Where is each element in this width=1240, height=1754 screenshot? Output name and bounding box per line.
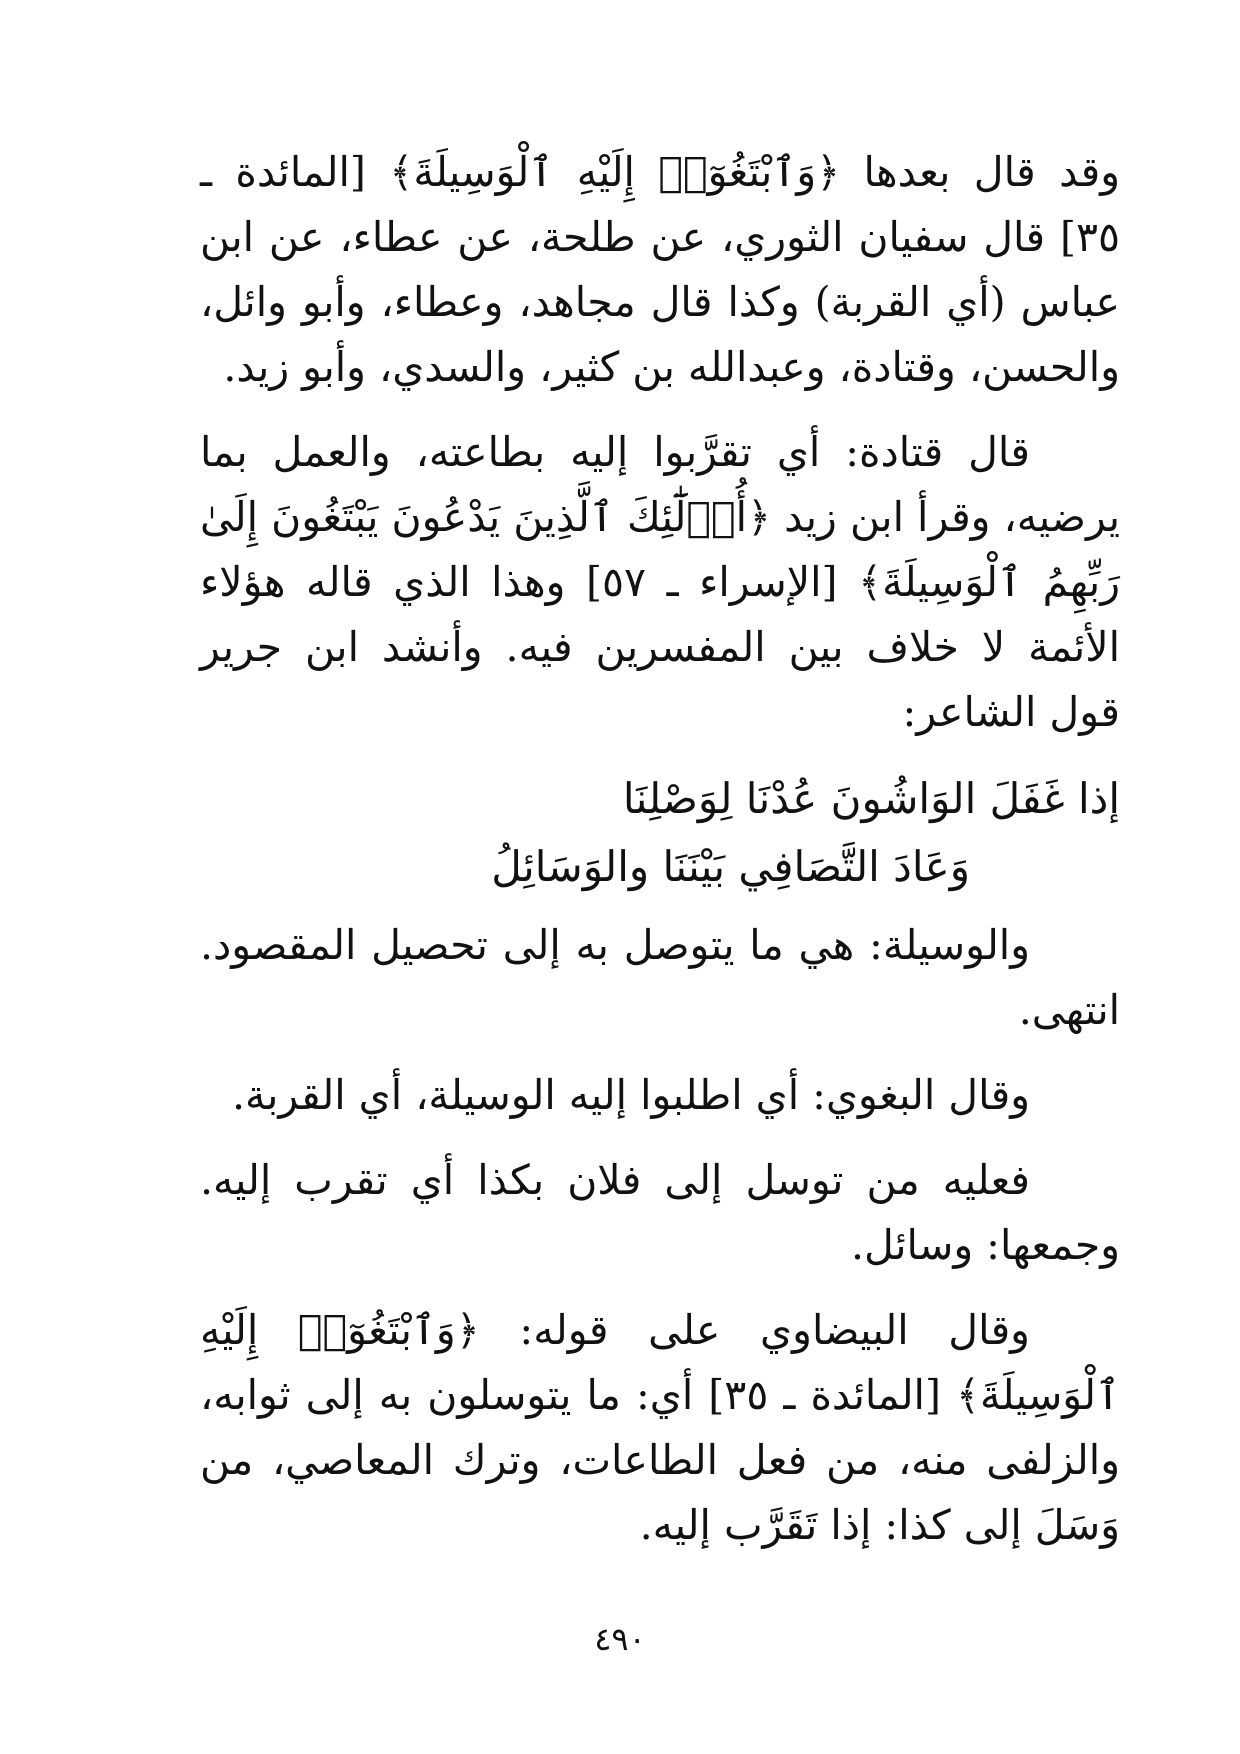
page-body [200,140,1120,1578]
paragraph-4: وقال البغوي: أي اطلبوا إليه الوسيلة، أي القربة. [231,1071,1030,1119]
page-number: ٤٩٠ [594,1620,646,1658]
verse-line-1: إذا غَفَلَ الوَاشُونَ عُدْنَا لِوَصْلِنَا [622,774,1120,823]
paragraph-5: فعليه من توسل إلى فلان بكذا أي تقرب إليه. وجمعها: وسائل. [200,1156,1120,1269]
paragraph-6: وقال البيضاوي على قوله: ﴿وَٱبْتَغُوٓا۟ إِلَيْهِ ٱلْوَسِيلَةَ﴾ [المائدة ـ ٣٥] أي: ما يتوسلون به إلى ثوابه، والزلفى منه، من فعل الطاعات، وترك المعاصي، من وَسَلَ إلى كذا: إذا تَقَرَّب إليه. [200,1306,1120,1549]
paragraph-1: وقد قال بعدها ﴿وَٱبْتَغُوٓا۟ إِلَيْهِ ٱلْوَسِيلَةَ﴾ [المائدة ـ ٣٥] قال سفيان الثوري، عن طلحة، عن عطاء، عن ابن عباس (أي القربة) وكذا قال مجاهد، وعطاء، وأبو وائل، والحسن، وقتادة، وعبدالله بن كثير، والسدي، وأبو زيد. [200,148,1120,391]
paragraph-2: قال قتادة: أي تقرَّبوا إليه بطاعته، والعمل بما يرضيه، وقرأ ابن زيد ﴿أُو۟لَٰٓئِكَ ٱلَّذِينَ يَدْعُونَ يَبْتَغُونَ إِلَىٰ رَبِّهِمُ ٱلْوَسِيلَةَ﴾ [الإسراء ـ ٥٧] وهذا الذي قاله هؤلاء الأئمة لا خلاف بين المفسرين فيه. وأنشد ابن جرير قول الشاعر: [200,428,1121,736]
paragraph-3: والوسيلة: هي ما يتوصل به إلى تحصيل المقصود. انتهى. [200,921,1120,1034]
verse-line-2: وَعَادَ التَّصَافِي بَيْنَنَا والوَسَائِلُ [491,842,970,891]
